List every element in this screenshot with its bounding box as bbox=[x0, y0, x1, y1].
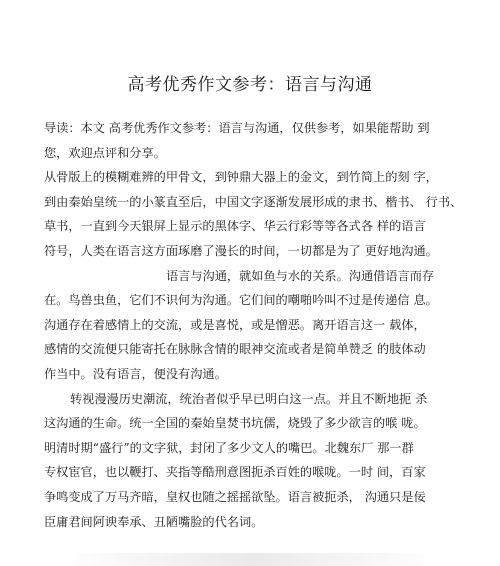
text-line: 专权宦官，也以鞭打、夹指等酷刑意图扼杀百姓的喉咙。一时 间，百家 bbox=[44, 465, 426, 480]
text-line: 语言与沟通，就如鱼与水的关系。沟通借语言而存 bbox=[166, 268, 435, 283]
text-line: 感情的交流便只能寄托在脉脉含情的眼神交流或者是简单赞乏 的肢体动 bbox=[44, 342, 426, 357]
text-line: 草书，一直到今天银屏上显示的黑体字、华云行彩等等各式各 样的语言 bbox=[44, 219, 426, 234]
text-line: 臣庸君间阿谀奉承、丑陋嘴脸的代名词。 bbox=[44, 514, 264, 529]
text-line: 导读：本文 高考优秀作文参考：语言与沟通，仅供参考，如果能帮助 到 bbox=[44, 121, 430, 135]
document-body bbox=[44, 116, 463, 534]
text-line: 沟通存在着感情上的交流，或是喜悦，或是憎恶。离开语言这一 载体， bbox=[44, 317, 426, 332]
paragraph-intro bbox=[44, 116, 459, 165]
paragraph-2 bbox=[44, 264, 459, 387]
text-line: 到由秦始皇统一的小篆直至后，中国文字逐渐发展形成的隶书、楷书、 行书、 bbox=[44, 194, 463, 209]
paragraph-1 bbox=[44, 165, 463, 263]
text-line: 在。鸟兽虫鱼，它们不识何为沟通。它们间的嘲啪吟叫不过是传递信 息。 bbox=[44, 293, 438, 308]
text-line: 这沟通的生命。统一全国的秦始皇焚书坑儒，烧毁了多少欲言的喉 咙。 bbox=[44, 416, 426, 431]
text-line: 您，欢迎点评和分享。 bbox=[44, 145, 166, 160]
text-line: 从骨版上的模糊难辨的甲骨文，到钟鼎大器上的金文，到竹简上的刻 字， bbox=[44, 170, 438, 185]
text-line: 争鸣变成了万马齐暗，皇权也随之摇摇欲坠。语言被扼杀， 沟通只是佞 bbox=[44, 489, 426, 504]
text-line: 转视漫漫历史潮流，统治者似乎早已明白这一点。并且不断地扼 杀 bbox=[70, 391, 428, 406]
text-line: 作当中。没有语言，便没有沟通。 bbox=[44, 366, 227, 381]
document-title: 高考优秀作文参考：语言与沟通 bbox=[127, 75, 373, 95]
text-line: 明清时期“盛行”的文字狱，封闭了多少文人的嘴巴。北魏东厂 那一群 bbox=[44, 440, 414, 455]
text-line: 符号，人类在语言这方面琢磨了漫长的时间，一切都是为了 更好地沟通。 bbox=[44, 243, 438, 258]
cut-off-text-fade bbox=[60, 553, 440, 566]
paragraph-3 bbox=[44, 387, 459, 535]
